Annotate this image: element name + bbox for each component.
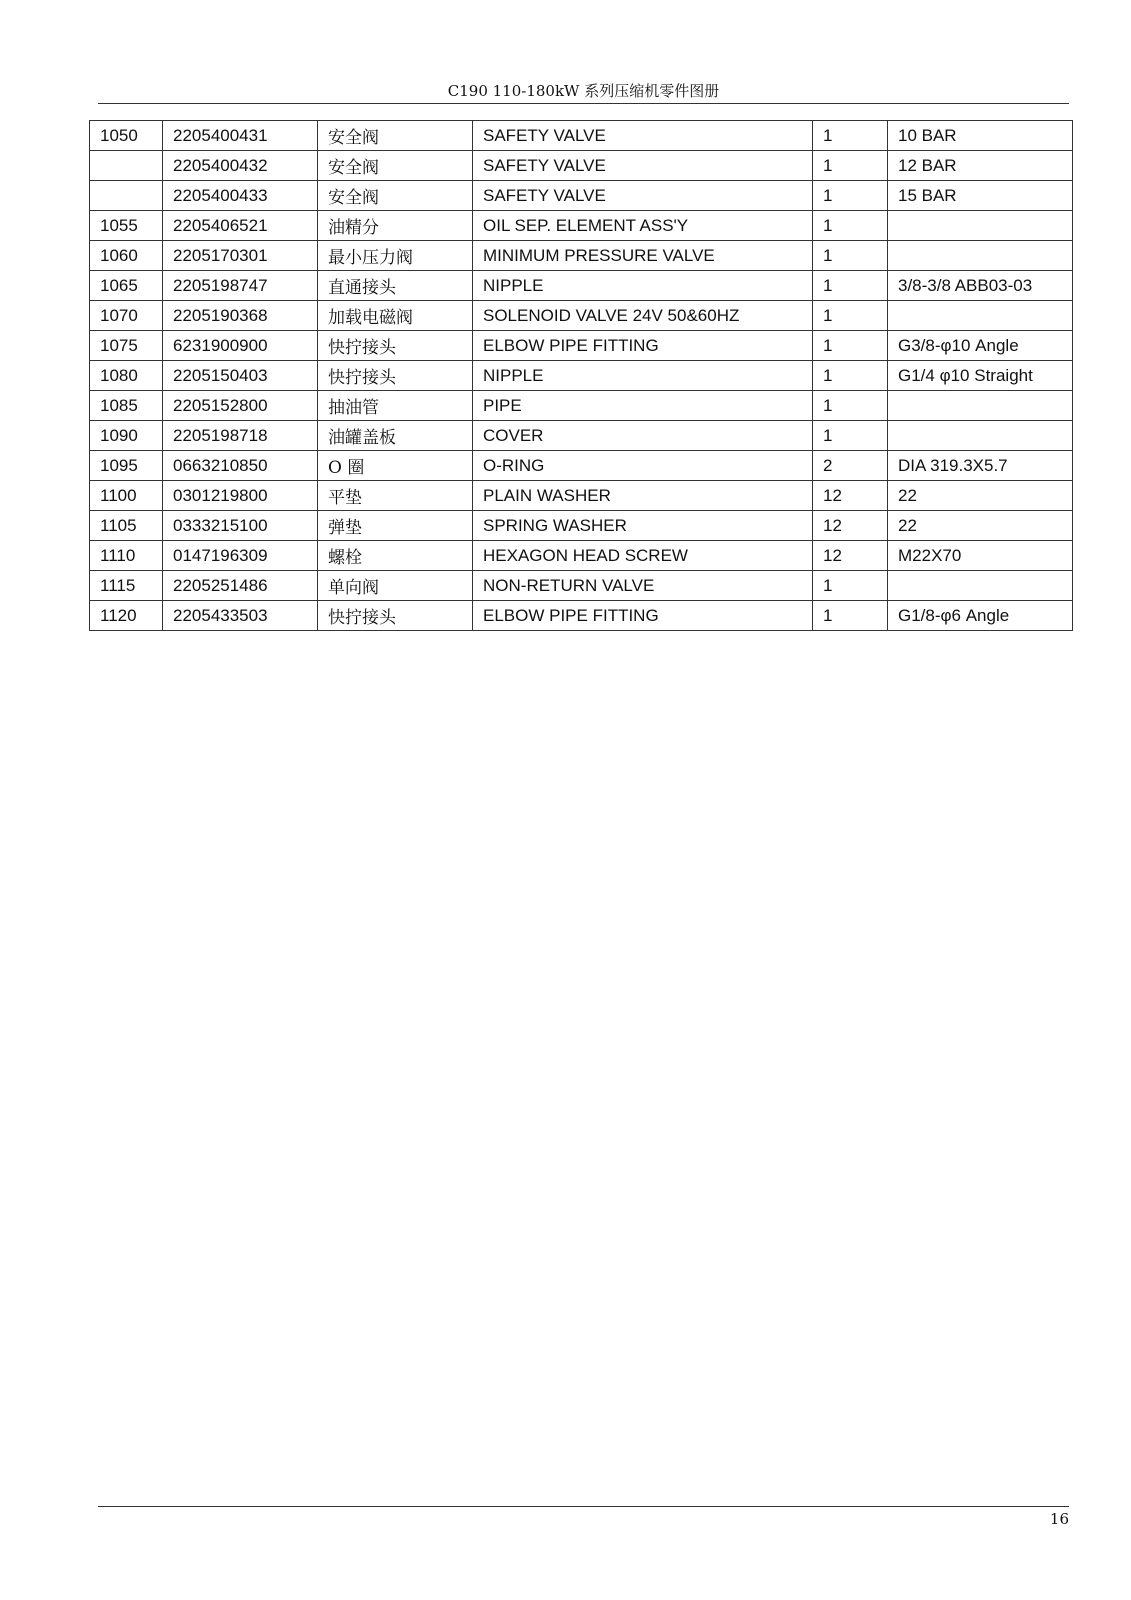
cell-remark: 10 BAR xyxy=(888,121,1073,151)
cell-quantity: 12 xyxy=(813,481,888,511)
cell-part-number: 2205152800 xyxy=(163,391,318,421)
cell-item-number xyxy=(90,181,163,211)
table-row xyxy=(90,271,1073,301)
cell-remark xyxy=(888,211,1073,241)
table-row xyxy=(90,121,1073,151)
cell-name-english: COVER xyxy=(473,421,813,451)
cell-quantity: 1 xyxy=(813,361,888,391)
table-row xyxy=(90,361,1073,391)
cell-part-number: 2205433503 xyxy=(163,601,318,631)
cell-name-english: MINIMUM PRESSURE VALVE xyxy=(473,241,813,271)
table-row xyxy=(90,151,1073,181)
cell-quantity: 1 xyxy=(813,211,888,241)
cell-item-number: 1090 xyxy=(90,421,163,451)
cell-part-number: 2205400433 xyxy=(163,181,318,211)
cell-part-number: 0333215100 xyxy=(163,511,318,541)
table-row xyxy=(90,571,1073,601)
parts-table xyxy=(89,120,1073,631)
cell-part-number: 6231900900 xyxy=(163,331,318,361)
cell-part-number: 0147196309 xyxy=(163,541,318,571)
cell-name-chinese: O 圈 xyxy=(318,451,473,481)
cell-quantity: 1 xyxy=(813,241,888,271)
cell-item-number: 1060 xyxy=(90,241,163,271)
table-row xyxy=(90,481,1073,511)
cell-item-number: 1110 xyxy=(90,541,163,571)
cell-part-number: 2205198747 xyxy=(163,271,318,301)
cell-remark: 22 xyxy=(888,481,1073,511)
table-row xyxy=(90,421,1073,451)
table-row xyxy=(90,241,1073,271)
cell-name-chinese: 加载电磁阀 xyxy=(318,301,473,331)
cell-name-chinese: 抽油管 xyxy=(318,391,473,421)
cell-name-english: NIPPLE xyxy=(473,271,813,301)
cell-part-number: 2205150403 xyxy=(163,361,318,391)
cell-name-chinese: 弹垫 xyxy=(318,511,473,541)
cell-item-number: 1080 xyxy=(90,361,163,391)
cell-remark: G3/8-φ10 Angle xyxy=(888,331,1073,361)
cell-part-number: 2205400432 xyxy=(163,151,318,181)
cell-remark xyxy=(888,571,1073,601)
cell-part-number: 2205198718 xyxy=(163,421,318,451)
table-row xyxy=(90,451,1073,481)
cell-quantity: 1 xyxy=(813,121,888,151)
table-row xyxy=(90,601,1073,631)
cell-remark: DIA 319.3X5.7 xyxy=(888,451,1073,481)
cell-quantity: 1 xyxy=(813,301,888,331)
cell-quantity: 1 xyxy=(813,181,888,211)
cell-name-english: SAFETY VALVE xyxy=(473,151,813,181)
table-row xyxy=(90,391,1073,421)
cell-name-chinese: 平垫 xyxy=(318,481,473,511)
cell-quantity: 1 xyxy=(813,571,888,601)
table-row xyxy=(90,511,1073,541)
cell-name-english: PIPE xyxy=(473,391,813,421)
cell-quantity: 2 xyxy=(813,451,888,481)
cell-quantity: 1 xyxy=(813,331,888,361)
cell-name-chinese: 快拧接头 xyxy=(318,331,473,361)
cell-name-english: PLAIN WASHER xyxy=(473,481,813,511)
cell-item-number: 1070 xyxy=(90,301,163,331)
cell-quantity: 1 xyxy=(813,151,888,181)
cell-remark: 12 BAR xyxy=(888,151,1073,181)
cell-item-number: 1120 xyxy=(90,601,163,631)
cell-item-number: 1085 xyxy=(90,391,163,421)
cell-quantity: 1 xyxy=(813,601,888,631)
cell-quantity: 1 xyxy=(813,271,888,301)
cell-remark: 22 xyxy=(888,511,1073,541)
cell-name-english: ELBOW PIPE FITTING xyxy=(473,331,813,361)
cell-name-english: NIPPLE xyxy=(473,361,813,391)
cell-name-chinese: 单向阀 xyxy=(318,571,473,601)
cell-remark: 15 BAR xyxy=(888,181,1073,211)
footer-divider xyxy=(98,1506,1069,1507)
cell-name-english: NON-RETURN VALVE xyxy=(473,571,813,601)
page-header-title: C190 110-180kW 系列压缩机零件图册 xyxy=(447,82,720,100)
cell-name-chinese: 快拧接头 xyxy=(318,601,473,631)
table-row xyxy=(90,211,1073,241)
cell-name-chinese: 油罐盖板 xyxy=(318,421,473,451)
cell-item-number: 1095 xyxy=(90,451,163,481)
table-row xyxy=(90,541,1073,571)
table-row xyxy=(90,301,1073,331)
cell-remark: G1/8-φ6 Angle xyxy=(888,601,1073,631)
cell-name-english: SAFETY VALVE xyxy=(473,181,813,211)
cell-item-number: 1065 xyxy=(90,271,163,301)
cell-name-english: ELBOW PIPE FITTING xyxy=(473,601,813,631)
cell-name-english: O-RING xyxy=(473,451,813,481)
cell-item-number: 1075 xyxy=(90,331,163,361)
cell-quantity: 12 xyxy=(813,541,888,571)
cell-item-number: 1100 xyxy=(90,481,163,511)
page-number: 16 xyxy=(1049,1510,1069,1528)
table-row xyxy=(90,181,1073,211)
cell-part-number: 0663210850 xyxy=(163,451,318,481)
cell-name-chinese: 油精分 xyxy=(318,211,473,241)
cell-name-chinese: 安全阀 xyxy=(318,181,473,211)
table-row xyxy=(90,331,1073,361)
cell-item-number: 1055 xyxy=(90,211,163,241)
cell-item-number: 1105 xyxy=(90,511,163,541)
cell-quantity: 1 xyxy=(813,421,888,451)
cell-item-number: 1050 xyxy=(90,121,163,151)
cell-part-number: 2205170301 xyxy=(163,241,318,271)
cell-name-chinese: 安全阀 xyxy=(318,151,473,181)
cell-part-number: 0301219800 xyxy=(163,481,318,511)
cell-remark xyxy=(888,391,1073,421)
cell-remark xyxy=(888,301,1073,331)
cell-item-number xyxy=(90,151,163,181)
cell-remark: M22X70 xyxy=(888,541,1073,571)
cell-part-number: 2205406521 xyxy=(163,211,318,241)
cell-name-english: HEXAGON HEAD SCREW xyxy=(473,541,813,571)
cell-item-number: 1115 xyxy=(90,571,163,601)
cell-part-number: 2205251486 xyxy=(163,571,318,601)
cell-name-english: SPRING WASHER xyxy=(473,511,813,541)
cell-remark: 3/8-3/8 ABB03-03 xyxy=(888,271,1073,301)
cell-quantity: 1 xyxy=(813,391,888,421)
cell-name-chinese: 最小压力阀 xyxy=(318,241,473,271)
header-divider xyxy=(98,103,1069,104)
cell-quantity: 12 xyxy=(813,511,888,541)
parts-table-body xyxy=(90,121,1073,631)
cell-remark xyxy=(888,241,1073,271)
cell-remark xyxy=(888,421,1073,451)
cell-name-chinese: 螺栓 xyxy=(318,541,473,571)
cell-name-english: SOLENOID VALVE 24V 50&60HZ xyxy=(473,301,813,331)
cell-name-chinese: 快拧接头 xyxy=(318,361,473,391)
cell-name-chinese: 直通接头 xyxy=(318,271,473,301)
cell-name-english: SAFETY VALVE xyxy=(473,121,813,151)
cell-part-number: 2205190368 xyxy=(163,301,318,331)
cell-part-number: 2205400431 xyxy=(163,121,318,151)
cell-remark: G1/4 φ10 Straight xyxy=(888,361,1073,391)
cell-name-english: OIL SEP. ELEMENT ASS'Y xyxy=(473,211,813,241)
cell-name-chinese: 安全阀 xyxy=(318,121,473,151)
